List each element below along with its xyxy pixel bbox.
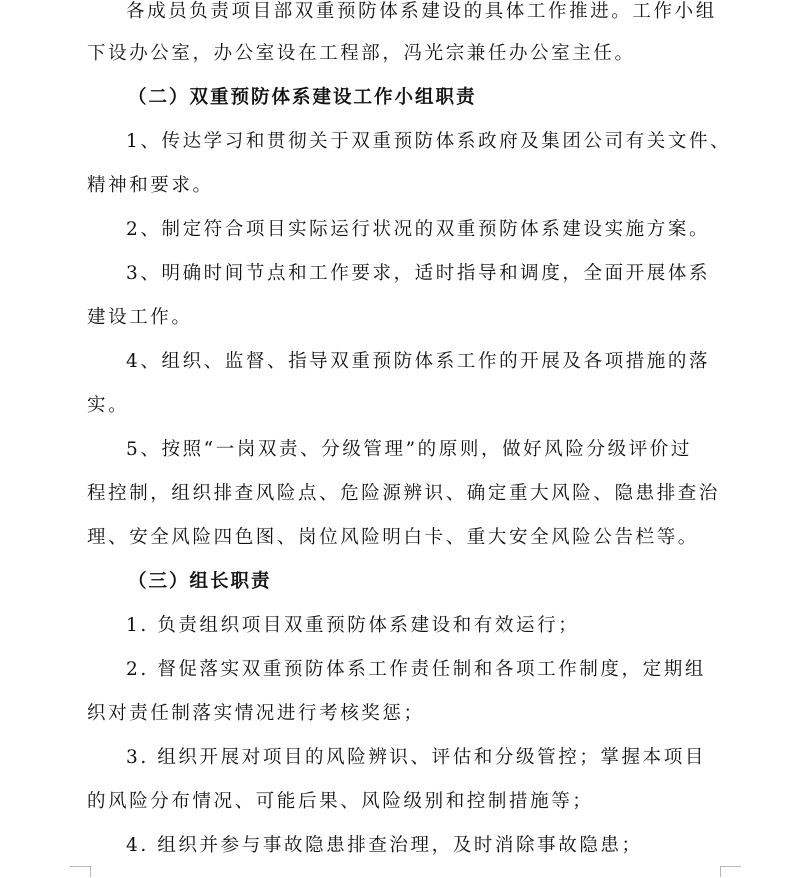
paragraph-line: 3. 组织开展对项目的风险辨识、评估和分级管控；掌握本项目 <box>126 747 706 768</box>
paragraph-line: 1、传达学习和贯彻关于双重预防体系政府及集团公司有关文件、 <box>126 131 732 152</box>
paragraph-line: 的风险分布情况、可能后果、风险级别和控制措施等； <box>87 791 594 812</box>
paragraph-line: 2、制定符合项目实际运行状况的双重预防体系建设实施方案。 <box>126 219 711 240</box>
paragraph-line: 5、按照“一岗双责、分级管理”的原则，做好风险分级评价过 <box>126 439 692 460</box>
paragraph-line: 实。 <box>87 395 130 416</box>
paragraph-line: 建设工作。 <box>87 307 193 328</box>
paragraph-line: 理、安全风险四色图、岗位风险明白卡、重大安全风险公告栏等。 <box>87 527 699 548</box>
section-heading: （三）组长职责 <box>128 571 272 592</box>
paragraph-line: 4、组织、监督、指导双重预防体系工作的开展及各项措施的落 <box>126 351 711 372</box>
paragraph-line: 织对责任制落实情况进行考核奖惩； <box>87 703 425 724</box>
paragraph-line: 3、明确时间节点和工作要求，适时指导和调度，全面开展体系 <box>126 263 711 284</box>
paragraph-line: 各成员负责项目部双重预防体系建设的具体工作推进。工作小组 <box>126 1 717 22</box>
paragraph-line: 4. 组织并参与事故隐患排查治理，及时消除事故隐患； <box>126 835 643 856</box>
paragraph-line: 下设办公室，办公室设在工程部，冯光宗兼任办公室主任。 <box>87 43 636 64</box>
section-heading: （二）双重预防体系建设工作小组职责 <box>128 87 477 108</box>
margin-corner-marker-right <box>720 866 741 877</box>
margin-corner-marker-left <box>70 866 91 877</box>
paragraph-line: 程控制，组织排查风险点、危险源辨识、确定重大风险、隐患排查治 <box>87 483 721 504</box>
paragraph-line: 精神和要求。 <box>87 175 214 196</box>
paragraph-line: 2. 督促落实双重预防体系工作责任制和各项工作制度，定期组 <box>126 659 706 680</box>
paragraph-line: 1. 负责组织项目双重预防体系建设和有效运行； <box>126 615 580 636</box>
